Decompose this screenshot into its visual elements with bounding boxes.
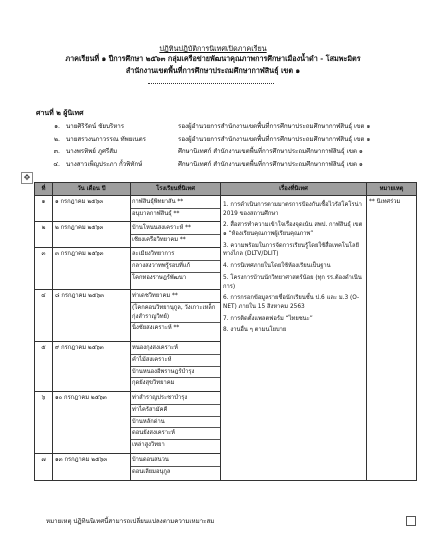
member-name: นายศิริรัตน์ ชัยบริหาร xyxy=(66,123,125,130)
school-name: เหล่าสูงวิทยา xyxy=(132,441,165,448)
row-date: ๙ กรกฎาคม ๒๕๖๓ xyxy=(53,342,131,392)
school-name: บ้านหลักด่าน xyxy=(131,418,220,429)
topic-item: 8. งานอื่น ๆ ตามนโยบาย xyxy=(223,327,287,334)
table-row xyxy=(35,196,417,222)
row-number: ๕ xyxy=(35,342,53,392)
committee-title: ศานที่ ๒ ผู้นิเทศ xyxy=(36,109,84,117)
member-role: ศึกษานิเทศก์ สำนักงานเขตพื้นที่การศึกษาประถมศึกษากาฬสินธุ์ เขต ๑ xyxy=(178,161,363,168)
committee-member xyxy=(34,160,363,169)
row-date: ๑ กรกฎาคม ๒๕๖๓ xyxy=(53,196,131,222)
row-date: ๑๐ กรกฎาคม ๒๕๖๓ xyxy=(53,392,131,454)
school-name: กุดยังสุขวิทยาคม xyxy=(132,380,175,387)
member-name: นางพรทิพย์ ภูศรีสัม xyxy=(66,148,118,155)
topic-item: 4. การนิเทศภายในโดยใช้ห้องเรียนเป็นฐาน xyxy=(223,263,331,270)
row-number: ๔ xyxy=(35,290,53,342)
row-number: ๗ xyxy=(35,454,53,480)
school-name: เชียงเครือวิทยาคม ** xyxy=(132,236,186,243)
member-number: ๑. xyxy=(54,123,60,130)
school-name: โคกทองราษฎร์พัฒนา xyxy=(132,274,187,281)
school-name: หนองกุงสงเคราะห์ xyxy=(131,344,220,355)
school-name: กาฬสินธุ์พิทยาสัน ** xyxy=(131,198,220,209)
school-name: บ้านดอนสนวน xyxy=(131,456,220,467)
end-marker xyxy=(406,516,416,526)
school-name: บ้านโหนนสงเคราะห์ ** xyxy=(131,224,220,235)
schedule-table xyxy=(34,182,417,481)
school-name: (โคกคอนวิทยานุกูล, วังเกาะเหล็กกุ่งสำราญวิทย์) xyxy=(131,304,220,323)
row-schools xyxy=(131,392,221,454)
committee-member xyxy=(34,135,370,144)
topic-item: 1. การดำเนินการตามมาตรการป้องกันเชื้อไวรัสโคโรน่า 2019 ของสถานศึกษา xyxy=(223,202,362,217)
row-schools xyxy=(131,248,221,290)
school-name: ท่าสำราญประชาบำรุง xyxy=(131,394,220,405)
school-name: ท่าเดชวิทยาคม ** xyxy=(131,292,220,303)
school-name: ดอนเลียมอนุกูล xyxy=(132,468,171,475)
member-number: ๓. xyxy=(53,148,60,155)
member-number: ๒. xyxy=(53,136,60,143)
topic-item: 7. การติดตั้งแพลตฟอร์ม “ไทยชนะ” xyxy=(223,315,313,322)
dotted-divider xyxy=(148,83,274,84)
member-number: ๔. xyxy=(53,161,60,168)
row-date: ๘ กรกฎาคม ๒๕๖๓ xyxy=(53,290,131,342)
committee-member xyxy=(34,147,363,156)
school-name: คำไม้สงเคราะห์ xyxy=(131,356,220,367)
school-name: ดอนยังสงเคราะห์ xyxy=(131,429,220,440)
table-body xyxy=(35,196,417,481)
topic-item: 6. การกรอกข้อมูลรายชื่อนักเรียนชั้น ป.6 และ ม.3 (O-NET) ภายใน 15 สิงหาคม 2563 xyxy=(223,295,360,310)
member-role: ศึกษานิเทศก์ สำนักงานเขตพื้นที่การศึกษาประถมศึกษากาฬสินธุ์ เขต ๑ xyxy=(178,148,363,155)
table-move-handle-icon[interactable]: ✥ xyxy=(21,172,33,184)
row-schools xyxy=(131,454,221,480)
school-name: บ้านหนองอีพราษฎร์บำรุง xyxy=(131,368,220,379)
document-subtitle: ภาคเรียนที่ ๑ ปีการศึกษา ๒๕๖๓ กลุ่มเครือข่ายพัฒนาคุณภาพการศึกษาเมืองน้ำดำ - โสมพะมิตร xyxy=(65,54,361,63)
row-date: ๒ กรกฎาคม ๒๕๖๓ xyxy=(53,222,131,248)
topics-cell xyxy=(221,196,367,481)
row-schools xyxy=(131,290,221,342)
row-number: ๒ xyxy=(35,222,53,248)
row-number: ๓ xyxy=(35,248,53,290)
topic-item: 2. สื่อสารทำความเข้าใจเรื่องจุดเน้น สพป. กาฬสินธุ์ เขต ๑ “ห้องเรียนคุณภาพผู้เรียนคุณภาพ” xyxy=(223,222,363,237)
col-no: ที่ xyxy=(35,183,53,196)
row-number: ๑ xyxy=(35,196,53,222)
topic-item: 3. ความพร้อมในการจัดการเรียนรู้โดยใช้สื่อเทคโนโลยีทางไกล (DLTV/DLIT) xyxy=(223,242,359,258)
topic-item: 5. โครงการบ้านนักวิทยาศาสตร์น้อย (ทุก รร.ต้องดำเนินการ) xyxy=(223,274,362,290)
col-school: โรงเรียนที่นิเทศ xyxy=(131,183,221,196)
row-date: ๓ กรกฎาคม ๒๕๖๓ xyxy=(53,248,131,290)
row-number: ๖ xyxy=(35,392,53,454)
table-header-row xyxy=(35,183,417,196)
col-date: วัน เดือน ปี xyxy=(53,183,131,196)
document-office: สำนักงานเขตพื้นที่การศึกษาประถมศึกษากาฬสินธุ์ เขต ๑ xyxy=(125,66,301,75)
row-schools xyxy=(131,196,221,222)
school-name: ท่าไคร้สามัคคี xyxy=(131,406,220,417)
row-schools xyxy=(131,342,221,392)
member-role: รองผู้อำนวยการสำนักงานเขตพื้นที่การศึกษาประถมศึกษากาฬสินธุ์ เขต ๑ xyxy=(178,136,371,143)
member-role: รองผู้อำนวยการสำนักงานเขตพื้นที่การศึกษาประถมศึกษากาฬสินธุ์ เขต ๑ xyxy=(178,123,371,130)
member-name: นางสาวเพ็ญประภา กั้วพิทักษ์ xyxy=(66,161,143,168)
school-name: นิ่งชัยสงเคราะห์ ** xyxy=(132,325,180,332)
school-name: กลางสงวาทพรู้รอบที่แก้ xyxy=(131,262,220,273)
school-name: อนุบาลกาฬสินธุ์ ** xyxy=(132,210,180,217)
col-topic: เรื่องที่นิเทศ xyxy=(221,183,367,196)
member-name: นายสรวงนภาวรรณ ทัพยเนตร xyxy=(66,136,147,143)
footnote: หมายเหตุ ปฏิทินนิเทศนี้สามารถเปลี่ยนแปลงตามความเหมาะสม xyxy=(46,518,215,525)
col-remark: หมายเหตุ xyxy=(367,183,417,196)
row-date: ๑๓ กรกฎาคม ๒๕๖๓ xyxy=(53,454,131,480)
document-title: ปฏิทินปฏิบัติการนิเทศเปิดภาคเรียน xyxy=(159,44,267,53)
row-schools xyxy=(131,222,221,248)
committee-member xyxy=(34,122,370,131)
school-name: ละเมียงวิทยาการ xyxy=(131,250,220,261)
remark-cell: ** นิเทศร่วม xyxy=(367,196,417,481)
